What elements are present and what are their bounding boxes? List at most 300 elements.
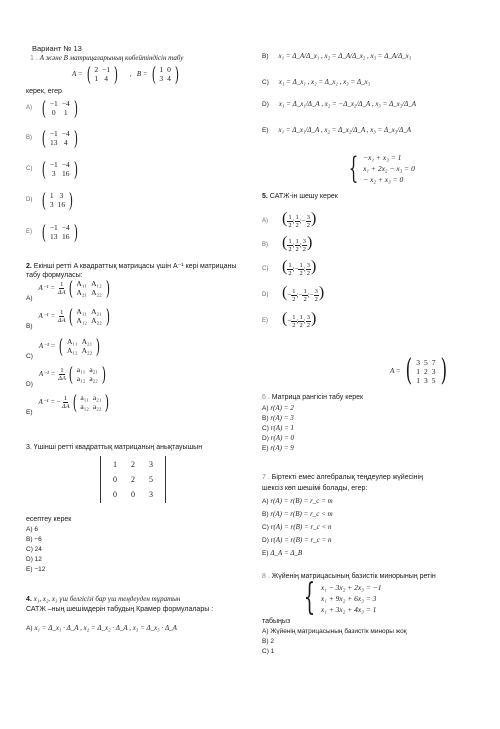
matrix-cell: 1 — [113, 460, 117, 469]
matrix-cell: 5 — [431, 375, 436, 385]
equation-line: x₁ + 2x₂ − x₃ = 0 — [363, 164, 415, 173]
option-e[interactable] — [26, 566, 45, 573]
option-label: B) — [262, 415, 271, 422]
separator: ; — [307, 291, 310, 299]
numerator: 3 — [306, 313, 310, 321]
option-label: E) — [262, 550, 271, 557]
matrix-cell: 0 — [167, 65, 171, 74]
matrix-cell: 13 — [50, 138, 58, 147]
option-a[interactable] — [26, 276, 112, 302]
equation-line: x₁ − 3x₂ + 2x₃ = −1 — [320, 582, 382, 592]
equation-line: −x₁ + x₃ = 1 — [363, 153, 402, 162]
option-label: C) — [262, 79, 269, 86]
equation-line: x₁ + 3x₂ + 4x₃ = 1 — [320, 604, 377, 614]
matrix-cell: A₂₁ — [81, 337, 93, 346]
denominator: 2 — [288, 245, 292, 253]
option-label: B) — [262, 242, 268, 249]
coefficient — [57, 281, 67, 296]
inverse-symbol: A⁻¹ = — [38, 369, 58, 378]
option-c[interactable] — [26, 546, 42, 553]
matrix-cell: 1 — [63, 108, 68, 117]
minus-sign: − — [298, 291, 303, 299]
option-d[interactable] — [262, 434, 294, 442]
option-label: E) — [262, 445, 271, 452]
denominator: 2 — [292, 295, 296, 303]
option-label: C) — [26, 352, 33, 360]
option-c[interactable] — [262, 78, 370, 86]
option-label: A) — [26, 294, 33, 302]
separator: ; — [296, 291, 299, 299]
option-d[interactable] — [26, 190, 75, 210]
paren-right: ) — [310, 210, 317, 227]
option-e[interactable] — [262, 444, 294, 452]
matrix-cell: 1 — [416, 366, 421, 376]
minus-sign: − — [287, 317, 292, 325]
numerator: 1 — [60, 366, 64, 374]
matrix-cell: 2 — [424, 366, 428, 376]
separator: ; — [292, 217, 295, 225]
option-a[interactable] — [26, 98, 80, 118]
option-matrix — [71, 392, 112, 412]
paren-right: ) — [68, 188, 74, 212]
question-text-cont: табыңыз — [262, 618, 291, 625]
paren-right: ) — [318, 284, 325, 301]
matrix-cell: A₁₂ — [66, 346, 78, 355]
question-text-cont: шексіз көп шешімі болады, егер: — [262, 485, 368, 492]
matrix-cell: 3 — [424, 375, 428, 385]
option-label: A) — [262, 405, 271, 412]
option-label: B) — [26, 322, 33, 330]
paren-right: ) — [310, 310, 317, 327]
matrix-cell: 3 — [149, 490, 153, 499]
matrix-cell: 5 — [424, 357, 428, 367]
matrix-cell: 3 — [49, 200, 54, 209]
option-d[interactable] — [26, 556, 42, 563]
option-value: r(A) = r(B) = r_c < n — [270, 523, 332, 531]
option-value: r(A) = 1 — [270, 424, 295, 432]
option-label: E) — [26, 229, 32, 235]
matrix-cell: 3 — [51, 169, 56, 178]
paren-left: ( — [282, 210, 288, 227]
option-label: A) — [262, 218, 268, 225]
matrix-cell: A₁₁ — [76, 307, 88, 316]
option-b[interactable] — [262, 52, 411, 60]
option-label: A) — [26, 105, 32, 111]
paren-left: ( — [72, 390, 77, 414]
option-matrix — [67, 278, 112, 298]
matrix-cell: a₂₁ — [89, 365, 98, 374]
option-label: C) — [262, 425, 271, 432]
denominator: 2 — [295, 245, 299, 253]
question-number: 8 . — [262, 573, 270, 580]
numerator: 1 — [303, 287, 307, 295]
option-matrix — [67, 306, 112, 326]
option-label: A) — [26, 625, 33, 632]
option-d[interactable] — [26, 362, 108, 388]
separator: ; — [292, 265, 295, 273]
question-number: 2. — [26, 263, 32, 270]
numerator: 3 — [302, 237, 306, 245]
matrix-cell: A₂₁ — [76, 288, 88, 297]
option-matrix — [57, 336, 102, 356]
option-e[interactable] — [26, 390, 111, 416]
paren-left: ( — [41, 96, 47, 120]
option-b[interactable] — [26, 128, 80, 148]
option-a[interactable] — [26, 526, 38, 533]
option-a[interactable] — [262, 404, 294, 412]
option-value: r(A) = 0 — [270, 434, 295, 442]
minus-sign: − — [301, 217, 306, 225]
matrix-b: ( 1 0 3 4 ) — [151, 62, 179, 86]
option-formula — [38, 334, 102, 358]
inverse-symbol: A⁻¹ = — [38, 341, 58, 350]
question-text: Матрица рангісін табу керек — [271, 394, 364, 401]
option-c[interactable] — [262, 424, 294, 432]
numerator: 1 — [60, 280, 64, 288]
option-label: B) — [26, 536, 35, 543]
equation-system: { −x₁ + x₃ = 1 x₁ + 2x₂ − x₃ = 0 − x₂ + x₃ = 0 — [348, 150, 415, 186]
numerator: 1 — [299, 313, 303, 321]
option-value: Жүйенің матрицасының базистік миноры жоқ — [270, 628, 407, 635]
paren-right: ) — [306, 234, 313, 251]
denominator: 2 — [288, 221, 292, 229]
matrix-cell: 3 — [149, 460, 153, 469]
paren-right: ) — [105, 276, 110, 300]
numerator: 1 — [295, 237, 299, 245]
matrix-cell: 16 — [62, 169, 70, 178]
paren-right: ) — [73, 220, 78, 244]
separator: ; — [299, 217, 302, 225]
option-e[interactable] — [262, 310, 316, 329]
matrix-cell: 0 — [113, 475, 117, 484]
paren-left: ( — [41, 126, 47, 150]
denominator: 2 — [299, 321, 303, 329]
option-a[interactable] — [262, 210, 316, 229]
matrix-cell: A₂₂ — [81, 346, 93, 355]
option-e[interactable] — [26, 222, 80, 242]
minus-sign: − — [294, 265, 299, 273]
option-label: D) — [262, 101, 269, 108]
option-label: D) — [26, 380, 33, 388]
denominator: 2 — [302, 245, 306, 253]
matrix-cell: A₁₂ — [76, 316, 88, 325]
matrix-cell: 3 — [431, 366, 436, 376]
option-value: Δ_A = Δ_B — [270, 549, 303, 557]
option-formula — [38, 276, 112, 300]
question-text: x₁, x₂, x₃ үш белгісізі бар үш теңдеуден тұратын — [33, 595, 181, 603]
option-label: C) — [262, 524, 271, 531]
option-label: A) — [26, 526, 35, 533]
minus-sign: − — [309, 291, 314, 299]
inverse-symbol: A⁻¹ = — [38, 397, 57, 406]
option-b[interactable] — [262, 510, 333, 518]
denominator: ΔA — [61, 402, 70, 410]
option-value: r(A) = 3 — [270, 414, 294, 422]
matrix-cell: 3 — [159, 74, 164, 83]
denominator: ΔA — [58, 374, 66, 382]
option-label: D) — [262, 435, 271, 442]
option-label: D) — [26, 556, 35, 563]
paren-left: ( — [282, 258, 288, 275]
question-number: 5. — [262, 193, 268, 200]
option-a[interactable] — [26, 624, 177, 632]
paren-left: ( — [58, 334, 64, 358]
matrix-cell: −4 — [61, 129, 70, 138]
numerator: 1 — [288, 237, 292, 245]
variant-title: Вариант № 13 — [32, 44, 82, 53]
option-label: B) — [262, 53, 269, 60]
paren-left: ( — [282, 310, 288, 327]
matrix-cell: 16 — [57, 200, 66, 209]
option-d[interactable] — [262, 284, 324, 303]
denominator: 2 — [306, 321, 310, 329]
option-label: B) — [262, 511, 271, 518]
option-value: r(A) = r(B) = r_c < m — [270, 510, 333, 518]
question-text: A және B матрицаларының көбейтіндісін табу — [39, 54, 184, 62]
question-text: Үшінші ретті квадраттық матрицаның анықтауышын — [33, 444, 203, 451]
matrix-cell: −1 — [49, 129, 58, 138]
question-number: 1 . — [30, 55, 38, 62]
option-b[interactable] — [26, 304, 112, 330]
option-b[interactable] — [26, 536, 42, 543]
matrix-cell: a₁₂ — [80, 402, 89, 411]
question-text: Екінші ретті A квадраттық матрицасы үшін A⁻¹ кері матрицаны табу формуласы: — [26, 263, 237, 279]
option-label: E) — [26, 566, 35, 573]
matrix-cell: A₂₂ — [91, 316, 102, 325]
separator: ; — [292, 241, 295, 249]
equation-system: { x₁ − 3x₂ + 2x₃ = −1 x₁ + 9x₂ + 6x₃ = 3 x₁ + 3x₂ + 4x₃ = 1 — [303, 577, 382, 618]
option-e[interactable] — [262, 549, 302, 557]
paren-left: ( — [68, 276, 73, 300]
matrix-a: ( 2 −1 1 4 ) — [86, 62, 119, 86]
option-value: r(A) = r(B) = r_c = m — [270, 497, 333, 505]
matrix-cell: 1 — [49, 191, 54, 200]
matrix-cell: 5 — [149, 475, 153, 484]
option-label: D) — [26, 197, 33, 203]
paren-right: ) — [105, 390, 110, 414]
equation-line: − x₂ + x₃ = 0 — [363, 175, 404, 184]
paren-right: ) — [101, 362, 106, 386]
question-text: Біртекті емес алгебралық теңдеулер жүйесінің — [271, 474, 423, 481]
matrix-cell: −1 — [49, 160, 58, 169]
option-label: E) — [26, 408, 33, 416]
matrix-cell: 2 — [131, 460, 135, 469]
matrix-cell: 4 — [104, 74, 108, 83]
minus-sign: − — [287, 291, 292, 299]
matrix-cell: a₁₁ — [80, 393, 89, 402]
question-number: 6 . — [262, 394, 270, 401]
matrix-cell: a₂₂ — [89, 374, 98, 383]
matrix-cell: a₂₂ — [92, 402, 102, 411]
option-label: C) — [262, 266, 269, 273]
matrix-cell: a₂₁ — [92, 393, 102, 402]
separator: ; — [296, 317, 299, 325]
option-matrix — [40, 98, 80, 118]
matrix-cell: 1 — [416, 375, 421, 385]
option-c[interactable] — [262, 258, 316, 277]
matrix-cell: a₁₁ — [76, 365, 86, 374]
paren-right: ) — [96, 334, 101, 358]
option-value: r(A) = 9 — [270, 444, 294, 452]
numerator: 1 — [292, 313, 296, 321]
denominator: ΔA — [57, 316, 66, 324]
question-text-cont: керек, егер — [26, 88, 62, 95]
option-b[interactable] — [262, 234, 312, 253]
matrix-cell: A₁₁ — [76, 279, 88, 288]
coefficient — [57, 309, 67, 324]
numerator: 1 — [299, 261, 303, 269]
matrix-cell: 0 — [113, 490, 117, 499]
option-a[interactable] — [262, 497, 333, 505]
option-formula: x₁ = Δ_x₁/Δ_A , x₂ = −Δ_x₂/Δ_A , x₃ = Δ_x₃/Δ_A — [278, 100, 417, 108]
paren-right: ) — [73, 157, 78, 181]
separator: ; — [303, 317, 306, 325]
separator: ; — [303, 265, 306, 273]
matrix-cell: A₁₁ — [66, 337, 78, 346]
numerator: 1 — [295, 213, 299, 221]
option-formula: x₁ = Δ_x₁/Δ_A , x₂ = Δ_x₂/Δ_A , x₃ = Δ_x₃/Δ_A — [278, 126, 411, 134]
option-label: A) — [262, 628, 271, 635]
denominator: 2 — [303, 295, 307, 303]
option-label: B) — [262, 638, 271, 645]
numerator: 1 — [288, 261, 292, 269]
option-value: −6 — [34, 536, 42, 543]
option-value: 24 — [34, 546, 42, 553]
matrix-cell: −1 — [49, 99, 58, 108]
paren-right: ) — [73, 96, 78, 120]
numerator: 1 — [288, 213, 292, 221]
paren-right: ) — [105, 304, 110, 328]
numerator: 1 — [60, 308, 64, 316]
question-number: 7 . — [262, 474, 270, 481]
matrix-cell: 3 — [416, 357, 421, 367]
option-c[interactable] — [26, 334, 102, 360]
option-label: E) — [262, 318, 268, 325]
numerator: 3 — [306, 261, 310, 269]
question-number: 3. — [26, 444, 32, 451]
option-formula — [38, 304, 112, 328]
numerator: 3 — [314, 287, 318, 295]
paren-left: ( — [41, 220, 47, 244]
inverse-symbol: A⁻¹ = — [38, 283, 57, 292]
matrix-cell: 1 — [159, 65, 164, 74]
option-value: −12 — [34, 566, 46, 573]
option-e[interactable] — [262, 126, 411, 134]
option-label: C) — [26, 546, 35, 553]
matrix-cell: 4 — [167, 74, 171, 83]
matrix-cell: 2 — [131, 475, 135, 484]
option-matrix — [67, 364, 108, 384]
option-matrix — [40, 190, 75, 210]
matrix-cell: −1 — [102, 65, 111, 74]
matrix-definitions: A = ( 2 −1 1 4 ) , B = ( 1 0 3 4 ) — [72, 62, 179, 86]
numerator: 3 — [306, 213, 310, 221]
matrix-cell: −4 — [61, 160, 70, 169]
determinant — [100, 456, 166, 505]
denominator: 2 — [288, 269, 292, 277]
option-value: 1 — [270, 648, 275, 655]
option-c[interactable] — [262, 648, 274, 655]
matrix-cell: 4 — [63, 138, 68, 147]
separator: ; — [299, 241, 302, 249]
coefficient — [61, 395, 71, 410]
option-label: B) — [26, 135, 32, 141]
matrix-cell: 1 — [94, 74, 99, 83]
matrix-cell: −4 — [61, 223, 70, 232]
paren-right: ) — [73, 126, 78, 150]
option-formula — [38, 362, 108, 386]
matrix-cell: −1 — [49, 223, 58, 232]
denominator: ΔA — [57, 288, 66, 296]
option-value: r(A) = r(B) = r_c = n — [270, 536, 332, 544]
denominator: 2 — [314, 295, 318, 303]
option-c[interactable] — [26, 159, 80, 179]
option-matrix — [40, 128, 80, 148]
matrix-cell: 7 — [431, 357, 436, 367]
denominator: 2 — [295, 221, 299, 229]
option-formula: x₁ = Δ_x₁ · Δ_A , x₂ = Δ_x₂ · Δ_A , x₃ = Δ_x₃ · Δ_A — [34, 624, 177, 632]
option-value: 6 — [34, 526, 38, 533]
option-label: C) — [26, 166, 33, 172]
question-text: САТЖ-ін шешу керек — [269, 193, 338, 200]
paren-right: ) — [310, 258, 317, 275]
question-text: Жүйенің матрицасының базистік минорының ретін — [271, 573, 436, 580]
option-d[interactable] — [262, 536, 332, 544]
matrix-cell: −4 — [61, 99, 70, 108]
option-a[interactable] — [262, 628, 407, 635]
denominator: 2 — [306, 269, 310, 277]
option-c[interactable] — [262, 523, 332, 531]
inverse-symbol: A⁻¹ = — [38, 311, 57, 320]
paren-left: ( — [41, 188, 47, 212]
option-value: r(A) = 2 — [270, 404, 294, 412]
denominator: 2 — [306, 221, 310, 229]
minus-sign: − — [56, 397, 61, 406]
option-d[interactable] — [262, 100, 416, 108]
coefficient — [57, 367, 67, 382]
matrix-cell: 16 — [62, 232, 70, 241]
option-label: D) — [262, 537, 271, 544]
matrix-cell: A₂₂ — [91, 288, 102, 297]
paren-left: ( — [41, 157, 47, 181]
option-b[interactable] — [262, 414, 294, 422]
matrix-cell: 0 — [131, 490, 135, 499]
question-text-cont: есептеу керек — [26, 516, 72, 523]
question-text-cont: САТЖ –ның шешімдерін табудың Крамер формулалары : — [26, 606, 214, 613]
numerator: 1 — [292, 287, 296, 295]
option-formula — [38, 390, 112, 414]
option-formula: x₁ = Δ_A/Δ_x₁ , x₂ = Δ_A/Δ_x₂ , x₃ = Δ_A/Δ_x₃ — [278, 52, 412, 60]
matrix-cell: A₁₂ — [91, 279, 102, 288]
matrix-cell: 0 — [51, 108, 56, 117]
paren-left: ( — [282, 234, 288, 251]
denominator: 2 — [299, 269, 303, 277]
paren-left: ( — [68, 362, 74, 386]
option-value: 2 — [270, 638, 274, 645]
option-label: C) — [262, 648, 271, 655]
denominator: 2 — [292, 321, 296, 329]
option-matrix — [40, 159, 80, 179]
option-matrix — [40, 222, 80, 242]
numerator: 1 — [64, 394, 68, 402]
option-b[interactable] — [262, 638, 274, 645]
option-label: E) — [262, 127, 269, 134]
option-formula: x₁ = Δ_x₁ , x₂ = Δ_x₂ , x₃ = Δ_x₃ — [278, 78, 371, 86]
matrix-a: A = ( 3 5 7 1 2 3 1 3 5 ) — [390, 353, 447, 388]
option-value: 12 — [34, 556, 42, 563]
option-label: A) — [262, 498, 271, 505]
question-number: 4. — [26, 596, 32, 603]
